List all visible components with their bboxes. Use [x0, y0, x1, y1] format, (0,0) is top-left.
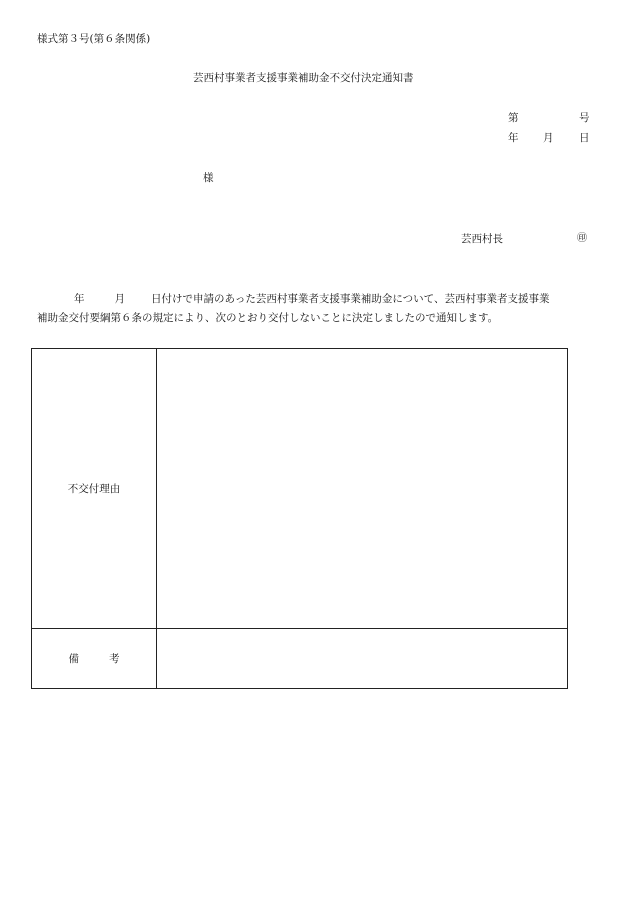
issuer-title: 芸西村長 [461, 233, 503, 245]
date-year-label: 年 [508, 132, 519, 144]
notice-body-line-2: 補助金交付要綱第６条の規定により、次のとおり交付しないことに決定しましたので通知します。 [37, 312, 499, 324]
recipient-honorific: 様 [203, 172, 214, 184]
notice-body [37, 290, 593, 328]
remarks-label-part-2: 考 [109, 653, 120, 665]
seal-mark: ㊞ [577, 233, 587, 244]
remarks-label-part-1: 備 [68, 653, 79, 665]
body-month-label: 月 [114, 293, 125, 305]
document-title: 芸西村事業者支援事業補助金不交付決定通知書 [193, 72, 414, 84]
remarks-field[interactable] [157, 629, 567, 688]
body-year-label: 年 [74, 293, 85, 305]
notice-body-line-1 [37, 290, 593, 309]
remarks-label [32, 652, 156, 666]
reference-number-suffix: 号 [579, 112, 590, 124]
reference-number-prefix: 第 [508, 112, 519, 124]
date-day-label: 日 [579, 132, 590, 144]
non-grant-reason-label: 不交付理由 [67, 483, 121, 495]
form-number: 様式第３号(第６条関係) [37, 33, 151, 45]
body-line-1-text: 日付けで申請のあった芸西村事業者支援事業補助金について、芸西村事業者支援事業 [151, 293, 550, 305]
notice-table [31, 348, 568, 689]
non-grant-reason-field[interactable] [157, 349, 567, 628]
date-month-label: 月 [543, 132, 554, 144]
